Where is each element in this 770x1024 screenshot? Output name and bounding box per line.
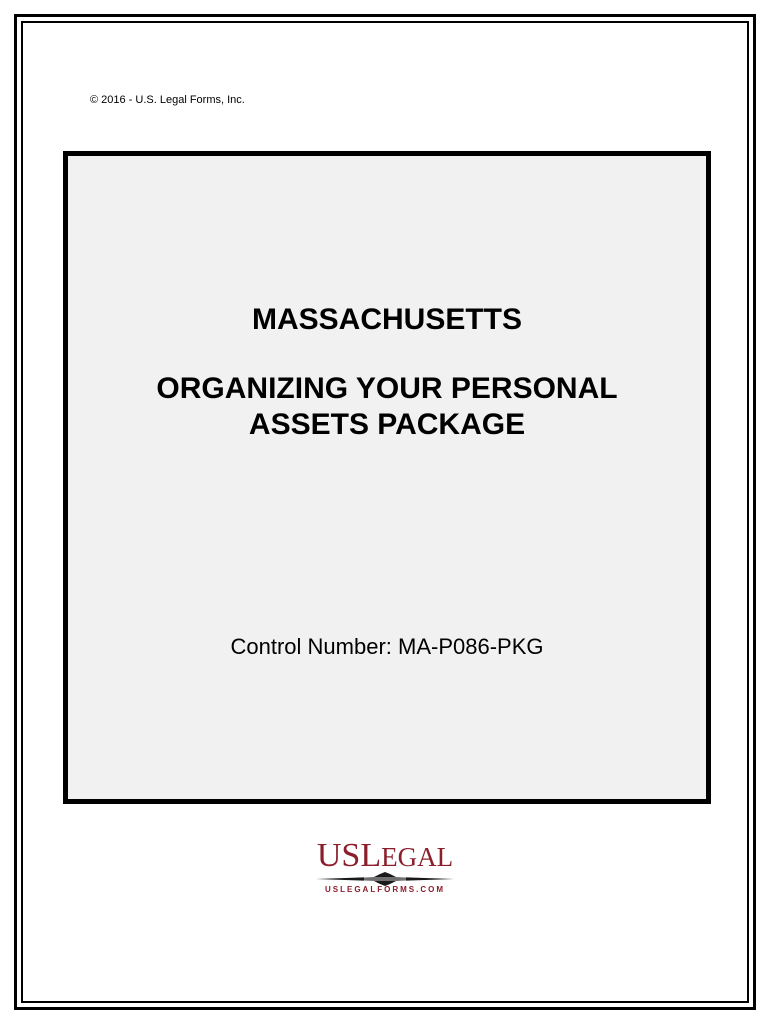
cover-title-box bbox=[63, 151, 711, 804]
logo-url: USLEGALFORMS.COM bbox=[325, 885, 445, 894]
logo-wordmark-l: L bbox=[360, 837, 382, 874]
logo-wordmark-us: US bbox=[316, 837, 361, 874]
package-title-line-2: ASSETS PACKAGE bbox=[248, 408, 526, 441]
copyright-notice: © 2016 - U.S. Legal Forms, Inc. bbox=[90, 94, 245, 106]
package-title-line-1: ORGANIZING YOUR PERSONAL bbox=[156, 372, 618, 405]
logo-wordmark bbox=[300, 838, 470, 875]
control-number: Control Number: MA-P086-PKG bbox=[230, 634, 544, 659]
eagle-icon bbox=[314, 872, 456, 886]
state-title: MASSACHUSETTS bbox=[251, 303, 522, 336]
package-title bbox=[68, 371, 706, 443]
logo-wordmark-egal: EGAL bbox=[381, 842, 454, 872]
uslegal-logo bbox=[300, 838, 470, 898]
